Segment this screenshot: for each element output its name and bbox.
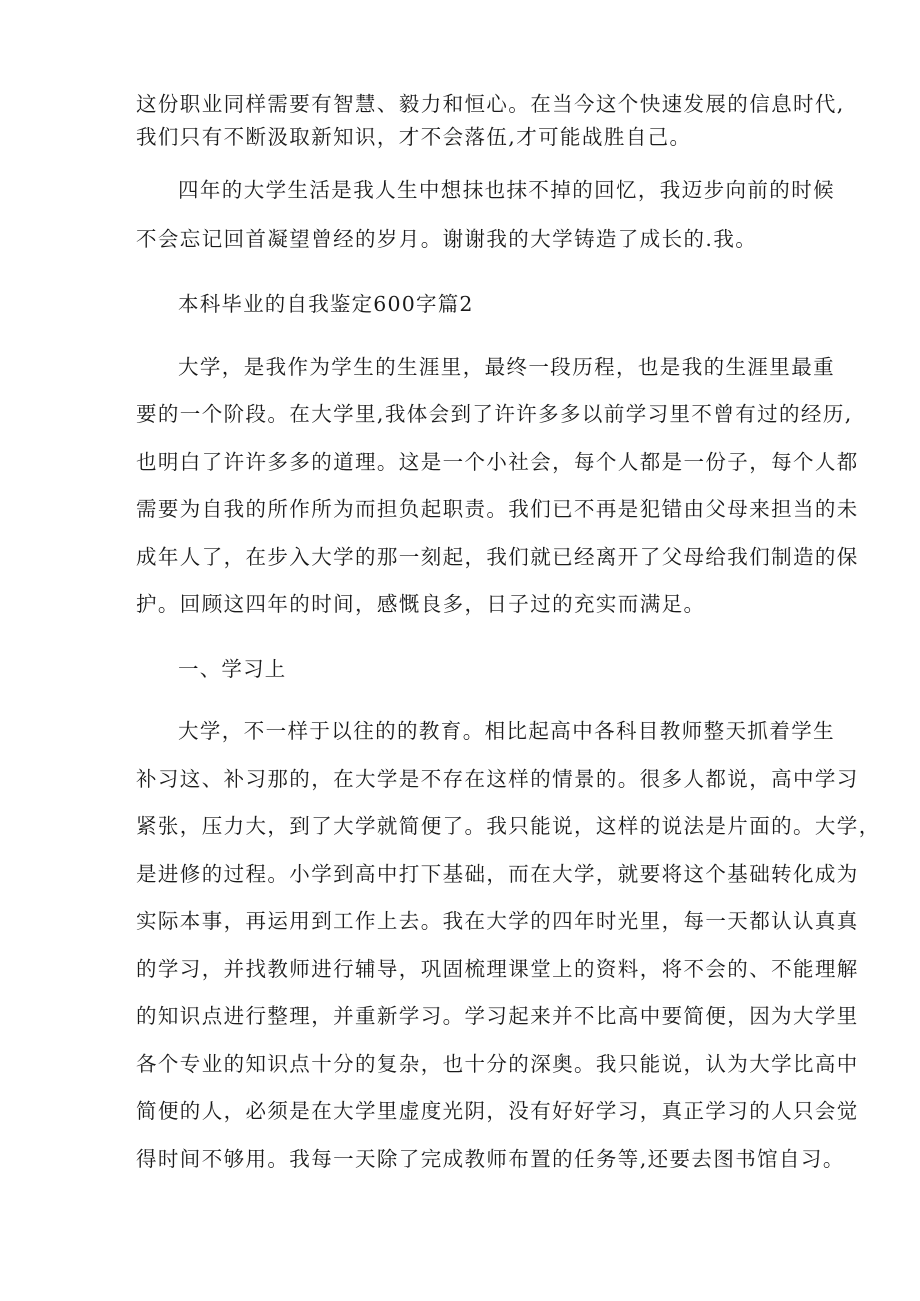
study-paragraph-line: 紧张，压力大，到了大学就简便了。我只能说，这样的说法是片面的。大学， (136, 814, 881, 838)
study-paragraph-line: 得时间不够用。我每一天除了完成教师布置的任务等,还要去图书馆自习。 (136, 1147, 845, 1171)
study-paragraph-line: 的学习，并找教师进行辅导，巩固梳理课堂上的资料，将不会的、不能理解 (136, 957, 859, 981)
intro-paragraph-line: 我们只有不断汲取新知识，才不会落伍,才可能战胜自己。 (136, 125, 692, 149)
article-title: 本科毕业的自我鉴定600字篇2 (178, 292, 474, 316)
opening-paragraph-line: 成年人了，在步入大学的那一刻起，我们就已经离开了父母给我们制造的保 (136, 545, 859, 569)
opening-paragraph-line: 需要为自我的所作所为而担负起职责。我们已不再是犯错由父母来担当的未 (136, 497, 859, 521)
opening-paragraph-line: 也明白了许许多多的道理。这是一个小社会，每个人都是一份子，每个人都 (136, 450, 859, 474)
opening-paragraph-line: 大学，是我作为学生的生涯里，最终一段历程，也是我的生涯里最重 (178, 355, 835, 379)
study-paragraph-line: 大学，不一样于以往的的教育。相比起高中各科目教师整天抓着学生 (178, 719, 835, 743)
study-paragraph-line: 实际本事，再运用到工作上去。我在大学的四年时光里，每一天都认认真真 (136, 909, 859, 933)
intro-paragraph-line: 这份职业同样需要有智慧、毅力和恒心。在当今这个快速发展的信息时代, (136, 92, 845, 116)
section-heading: 一、学习上 (178, 657, 287, 681)
study-paragraph-line: 简便的人，必须是在大学里虚度光阴，没有好好学习，真正学习的人只会觉 (136, 1099, 859, 1123)
opening-paragraph-line: 要的一个阶段。在大学里,我体会到了许许多多以前学习里不曾有过的经历, (136, 402, 853, 426)
opening-paragraph-line: 护。回顾这四年的时间，感慨良多，日子过的充实而满足。 (136, 592, 706, 616)
study-paragraph-line: 的知识点进行整理，并重新学习。学习起来并不比高中要简便，因为大学里 (136, 1004, 859, 1028)
study-paragraph-line: 各个专业的知识点十分的复杂，也十分的深奥。我只能说，认为大学比高中 (136, 1052, 859, 1076)
study-paragraph-line: 补习这、补习那的，在大学是不存在这样的情景的。很多人都说，高中学习 (136, 767, 859, 791)
study-paragraph-line: 是进修的过程。小学到高中打下基础，而在大学，就要将这个基础转化成为 (136, 862, 859, 886)
closing-paragraph-line: 不会忘记回首凝望曾经的岁月。谢谢我的大学铸造了成长的.我。 (136, 227, 758, 251)
closing-paragraph-line: 四年的大学生活是我人生中想抹也抹不掉的回忆，我迈步向前的时候 (178, 178, 835, 202)
